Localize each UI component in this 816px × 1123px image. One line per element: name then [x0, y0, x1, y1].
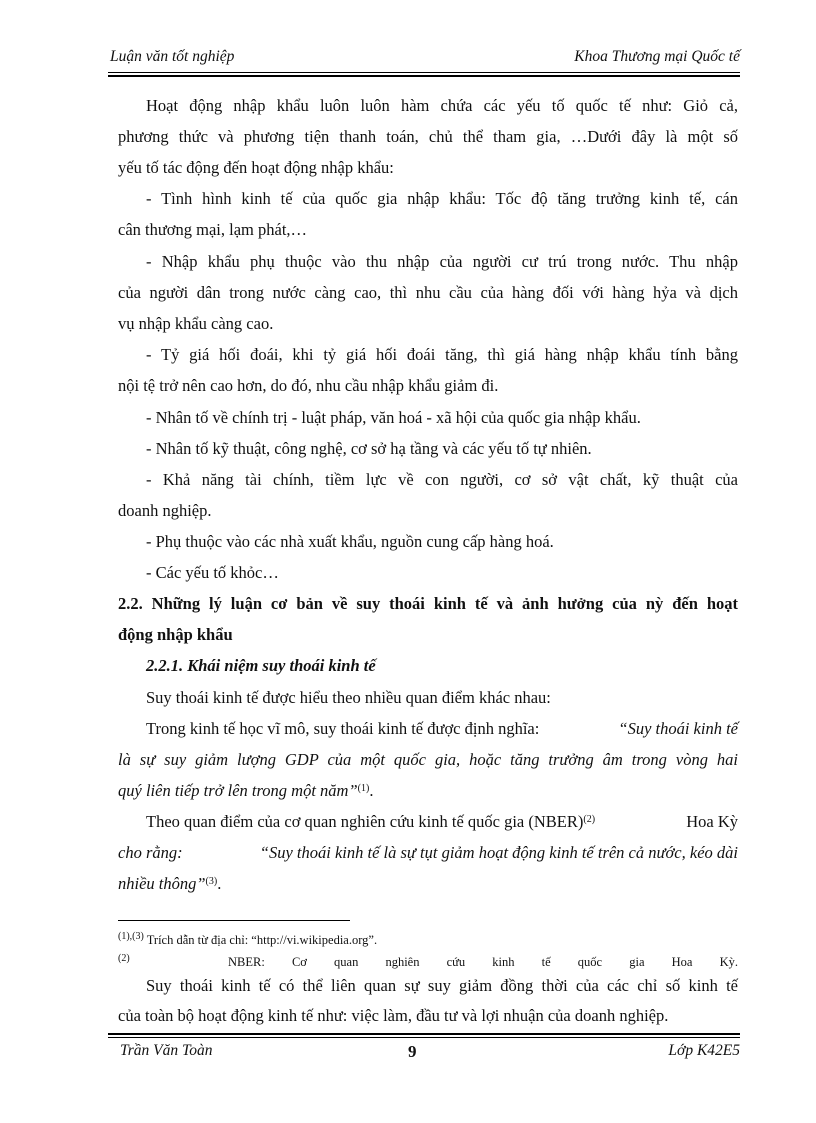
paragraph-line: Suy thoái kinh tế có thể liên quan sự suy giảm đồng thời của các chỉ số kinh tế: [146, 976, 738, 995]
paragraph-line: phương thức và phương tiện thanh toán, chủ thể tham gia, …Dưới đây là một số: [118, 127, 738, 146]
header-rule: [108, 72, 740, 77]
text: .: [369, 781, 374, 800]
bullet-line: vụ nhập khẩu càng cao.: [118, 314, 274, 333]
quote-text: nhiều thông”: [118, 874, 206, 893]
paragraph-line: Suy thoái kinh tế được hiểu theo nhiều quan điểm khác nhau:: [146, 688, 551, 707]
page-number: 9: [408, 1042, 417, 1061]
footer-rule: [108, 1033, 740, 1038]
quote-line: [118, 781, 738, 801]
paragraph-line: [118, 812, 738, 832]
paragraph-line: [118, 843, 738, 863]
footnote-ref: (1): [357, 783, 370, 794]
quote-line: là sự suy giảm lượng GDP của một quốc gia, hoặc tăng trưởng âm trong vòng hai: [118, 750, 738, 769]
bullet-line: cân thương mại, lạm phát,…: [118, 220, 308, 239]
quote-line: [118, 874, 738, 894]
bullet-line: - Khả năng tài chính, tiềm lực về con người, cơ sở vật chất, kỹ thuật của: [146, 470, 738, 489]
bullet-line: của người dân trong nước càng cao, thì nhu cầu của hàng đối với hàng hỷa và dịch: [118, 283, 738, 302]
bullet-line: - Các yếu tố khỏc…: [146, 563, 279, 582]
bullet-line: - Nhân tố về chính trị - luật pháp, văn hoá - xã hội của quốc gia nhập khẩu.: [146, 408, 641, 427]
subsection-heading: 2.2.1. Khái niệm suy thoái kinh tế: [146, 656, 376, 675]
footnote-text: Trích dẫn từ địa chỉ: “http://vi.wikipedia.org”.: [143, 933, 378, 947]
text: Theo quan điểm của cơ quan nghiên cứu kinh tế quốc gia (NBER): [146, 812, 584, 831]
footnote: [118, 933, 377, 948]
paragraph-line: [118, 719, 738, 739]
quote-text: “Suy thoái kinh tế: [618, 719, 738, 738]
bullet-line: - Tình hình kinh tế của quốc gia nhập khẩu: Tốc độ tăng trưởng kinh tế, cán: [146, 189, 738, 208]
quote-text: quý liên tiếp trở lên trong một năm”: [118, 781, 358, 800]
paragraph-line: yếu tố tác động đến hoạt động nhập khẩu:: [118, 158, 394, 177]
quote-text: “Suy thoái kinh tế là sự tụt giảm hoạt động kinh tế trên cả nước, kéo dài: [259, 843, 738, 862]
footnote-ref: (3): [205, 876, 218, 887]
header-left: Luận văn tốt nghiệp: [110, 48, 235, 65]
page-header: [110, 48, 740, 70]
text: .: [217, 874, 222, 893]
footnote-mark: (2): [118, 953, 130, 964]
text: Hoa Kỳ: [686, 812, 738, 831]
text: cho rằng:: [118, 843, 183, 862]
footnote-mark: (1),(3): [118, 931, 144, 942]
paragraph-line: Hoạt động nhập khẩu luôn luôn hàm chứa các yếu tố quốc tế như: Giỏ cả,: [146, 96, 738, 115]
footnote-separator: [118, 920, 350, 921]
paragraph-line: của toàn bộ hoạt động kinh tế như: việc làm, đầu tư và lợi nhuận của doanh nghiệp.: [118, 1006, 669, 1025]
footnote-text: NBER: Cơ quan nghiên cứu kinh tế quốc gia Hoa Kỳ.: [228, 955, 738, 969]
footnote-ref: (2): [583, 814, 596, 825]
bullet-line: - Phụ thuộc vào các nhà xuất khẩu, nguồn cung cấp hàng hoá.: [146, 532, 554, 551]
footer-author: Trần Văn Toàn: [120, 1042, 213, 1059]
bullet-line: - Nhân tố kỹ thuật, công nghệ, cơ sở hạ tầng và các yếu tố tự nhiên.: [146, 439, 592, 458]
text: Trong kinh tế học vĩ mô, suy thoái kinh tế được định nghĩa:: [146, 719, 540, 738]
section-heading: 2.2. Những lý luận cơ bản về suy thoái kinh tế và ảnh hưởng của nỳ đến hoạt: [118, 594, 738, 613]
bullet-line: doanh nghiệp.: [118, 501, 212, 520]
section-heading: động nhập khẩu: [118, 625, 233, 644]
bullet-line: nội tệ trở nên cao hơn, do đó, nhu cầu nhập khẩu giảm đi.: [118, 376, 499, 395]
header-right: Khoa Thương mại Quốc tế: [574, 48, 740, 65]
bullet-line: - Nhập khẩu phụ thuộc vào thu nhập của người cư trú trong nước. Thu nhập: [146, 252, 738, 271]
footer-class: Lớp K42E5: [668, 1042, 740, 1059]
bullet-line: - Tỷ giá hối đoái, khi tỷ giá hối đoái tăng, thì giá hàng nhập khẩu tính bằng: [146, 345, 738, 364]
